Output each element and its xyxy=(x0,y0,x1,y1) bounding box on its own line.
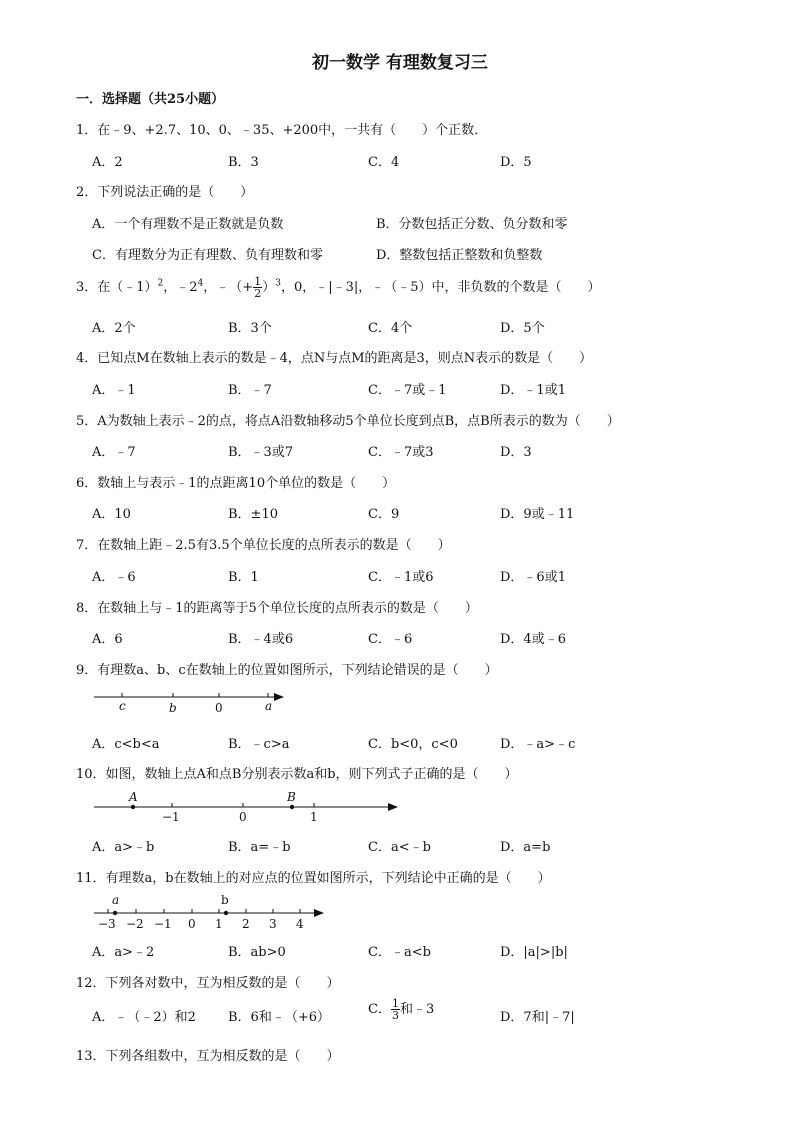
q1-option-b[interactable]: B．3 xyxy=(228,155,259,170)
point-b xyxy=(224,911,228,915)
q4-option-a[interactable]: A．﹣1 xyxy=(92,383,136,398)
q8-option-b[interactable]: B．﹣4或6 xyxy=(228,632,294,647)
q12-option-d[interactable]: D．7和|﹣7| xyxy=(500,1010,575,1025)
q11-option-b[interactable]: B．ab>0 xyxy=(228,945,286,960)
q6-option-d[interactable]: D．9或﹣11 xyxy=(500,507,575,522)
section-heading: 一．选择题（共25小题） xyxy=(76,92,225,107)
q9-option-a[interactable]: A．c<b<a xyxy=(92,737,160,752)
question-12-stem: 12．下列各对数中，互为相反数的是（ ） xyxy=(76,976,340,991)
question-1-stem: 1．在﹣9、+2.7、10、0、﹣35、+200中，一共有（ ）个正数． xyxy=(76,123,488,138)
q12-option-a[interactable]: A．﹣（﹣2）和2 xyxy=(92,1010,196,1025)
point-A xyxy=(131,805,135,809)
q3-option-a[interactable]: A．2个 xyxy=(92,321,136,336)
question-6-stem: 6．数轴上与表示﹣1的点距离10个单位的数是（ ） xyxy=(76,476,396,491)
question-2-stem: 2．下列说法正确的是（ ） xyxy=(76,185,254,200)
q2-option-b[interactable]: B．分数包括正分数、负分数和零 xyxy=(376,217,568,232)
point-a xyxy=(113,911,117,915)
label-c: c xyxy=(119,699,126,713)
number-line-q9 xyxy=(88,686,288,716)
q5-option-d[interactable]: D．3 xyxy=(500,445,532,460)
page-title: 初一数学 有理数复习三 xyxy=(312,53,488,73)
q11-option-d[interactable]: D．|a|>|b| xyxy=(500,945,568,960)
q10-option-c[interactable]: C．a<﹣b xyxy=(368,840,431,855)
label-three: 3 xyxy=(269,917,277,931)
label-one: 1 xyxy=(215,917,223,931)
axis-arrow xyxy=(274,693,284,701)
label-b: b xyxy=(169,701,177,715)
q11-option-a[interactable]: A．a>﹣2 xyxy=(92,945,155,960)
q11-option-c[interactable]: C．﹣a<b xyxy=(368,945,431,960)
label-a: a xyxy=(112,893,120,907)
q9-option-b[interactable]: B．﹣c>a xyxy=(228,737,290,752)
question-8-stem: 8．在数轴上与﹣1的距离等于5个单位长度的点所表示的数是（ ） xyxy=(76,601,478,616)
q2-option-a[interactable]: A．一个有理数不是正数就是负数 xyxy=(92,217,284,232)
fraction-one-third: $\frac{1}{3}$ xyxy=(391,997,399,1022)
q8-option-c[interactable]: C．﹣6 xyxy=(368,632,413,647)
q2-option-c[interactable]: C．有理数分为正有理数、负有理数和零 xyxy=(92,248,323,263)
q1-option-d[interactable]: D．5 xyxy=(500,155,532,170)
q4-option-b[interactable]: B．﹣7 xyxy=(228,383,272,398)
label-A: A xyxy=(129,790,138,804)
number-line-q10 xyxy=(88,788,408,824)
q5-option-c[interactable]: C．﹣7或3 xyxy=(368,445,434,460)
label-zero: 0 xyxy=(188,917,196,931)
q3-option-c[interactable]: C．4个 xyxy=(368,321,413,336)
q5-option-b[interactable]: B．﹣3或7 xyxy=(228,445,294,460)
q6-option-c[interactable]: C．9 xyxy=(368,507,400,522)
q6-option-a[interactable]: A．10 xyxy=(92,507,131,522)
q8-option-d[interactable]: D．4或﹣6 xyxy=(500,632,566,647)
label-B: B xyxy=(287,790,296,804)
label-zero: 0 xyxy=(215,701,223,715)
label-neg1: −1 xyxy=(162,810,180,824)
q3-option-b[interactable]: B．3个 xyxy=(228,321,272,336)
question-9-stem: 9．有理数a、b、c在数轴上的位置如图所示，下列结论错误的是（ ） xyxy=(76,663,498,678)
question-13-stem: 13．下列各组数中，互为相反数的是（ ） xyxy=(76,1049,340,1064)
q9-option-d[interactable]: D．﹣a>﹣c xyxy=(500,737,576,752)
label-a: a xyxy=(265,699,273,713)
question-4-stem: 4．已知点M在数轴上表示的数是﹣4，点N与点M的距离是3，则点N表示的数是（ ） xyxy=(76,351,593,366)
q1-option-c[interactable]: C．4 xyxy=(368,155,400,170)
label-two: 2 xyxy=(242,917,250,931)
label-neg2: −2 xyxy=(126,917,144,931)
q10-option-a[interactable]: A．a>﹣b xyxy=(92,840,155,855)
label-zero: 0 xyxy=(239,810,247,824)
label-one: 1 xyxy=(310,810,318,824)
q7-option-b[interactable]: B．1 xyxy=(228,570,259,585)
q10-option-b[interactable]: B．a=﹣b xyxy=(228,840,291,855)
question-10-stem: 10．如图，数轴上点A和点B分别表示数a和b，则下列式子正确的是（ ） xyxy=(76,767,518,782)
point-B xyxy=(290,805,294,809)
q2-option-d[interactable]: D．整数包括正整数和负整数 xyxy=(376,248,543,263)
q7-option-c[interactable]: C．﹣1或6 xyxy=(368,570,434,585)
q12-option-c[interactable]: C． $\frac{1}{3}$ 和﹣3 xyxy=(368,997,435,1022)
q7-option-a[interactable]: A．﹣6 xyxy=(92,570,136,585)
fraction-one-half: $\frac{1}{2}$ xyxy=(254,275,262,300)
q4-option-c[interactable]: C．﹣7或﹣1 xyxy=(368,383,447,398)
q3-option-d[interactable]: D．5个 xyxy=(500,321,545,336)
label-neg1: −1 xyxy=(154,917,172,931)
axis-arrow xyxy=(314,909,324,917)
q10-option-d[interactable]: D．a=b xyxy=(500,840,551,855)
q6-option-b[interactable]: B．±10 xyxy=(228,507,278,522)
q9-option-c[interactable]: C．b<0，c<0 xyxy=(368,737,458,752)
q7-option-d[interactable]: D．﹣6或1 xyxy=(500,570,566,585)
label-four: 4 xyxy=(296,917,304,931)
q5-option-a[interactable]: A．﹣7 xyxy=(92,445,136,460)
label-neg3: −3 xyxy=(98,917,116,931)
question-11-stem: 11．有理数a，b在数轴上的对应点的位置如图所示，下列结论中正确的是（ ） xyxy=(76,871,551,886)
number-line-q11 xyxy=(88,890,328,934)
question-3-stem: 3．在（﹣1）$^2$，$﹣2^4$，﹣（+ $\frac{1}{2}$ ）$^3$，0，﹣|﹣3|，﹣（﹣5）中，非负数的个数是（ ） xyxy=(76,275,601,300)
label-b: b xyxy=(221,893,229,907)
q1-option-a[interactable]: A．2 xyxy=(92,155,123,170)
axis-arrow xyxy=(388,803,398,811)
q8-option-a[interactable]: A．6 xyxy=(92,632,123,647)
q4-option-d[interactable]: D．﹣1或1 xyxy=(500,383,566,398)
q12-option-b[interactable]: B．6和﹣（+6） xyxy=(228,1010,330,1025)
question-5-stem: 5．A为数轴上表示﹣2的点，将点A沿数轴移动5个单位长度到点B，点B所表示的数为（ ） xyxy=(76,414,620,429)
question-7-stem: 7．在数轴上距﹣2.5有3.5个单位长度的点所表示的数是（ ） xyxy=(76,538,451,553)
